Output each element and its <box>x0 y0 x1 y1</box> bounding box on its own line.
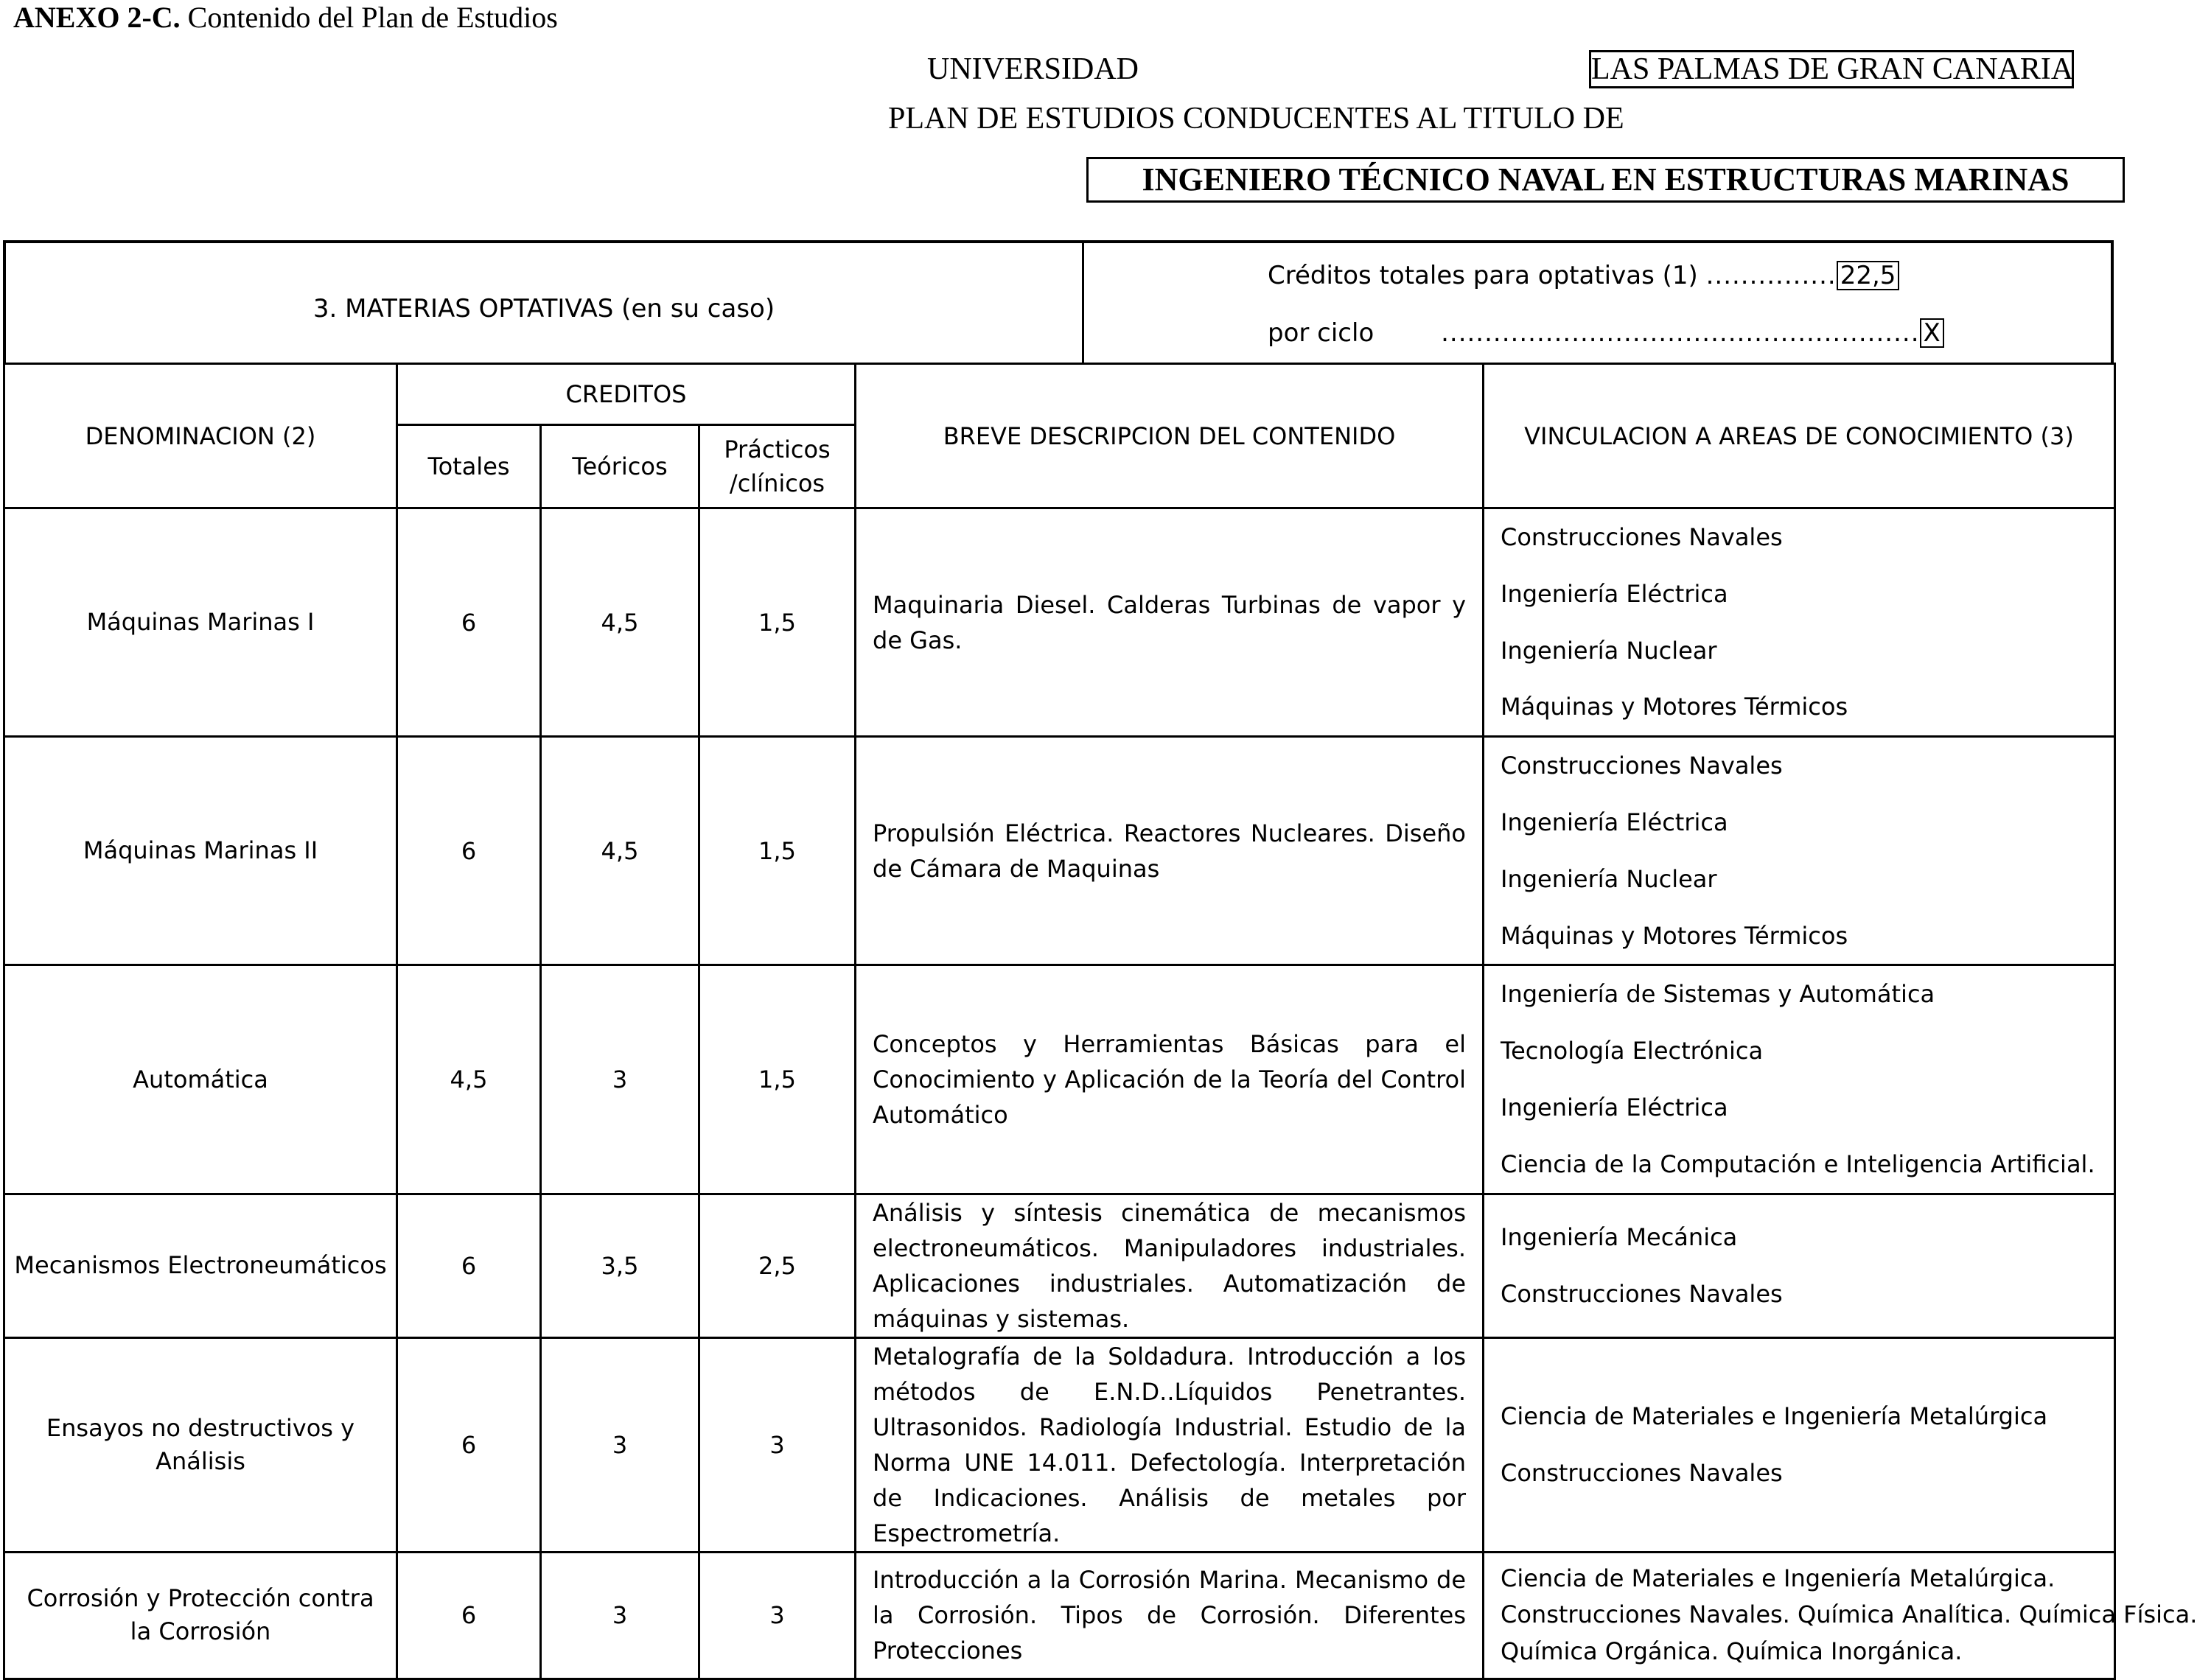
subject-name: Corrosión y Protección contra la Corrosión <box>4 1552 397 1679</box>
credits-total: 6 <box>397 1552 541 1679</box>
cycle-value: X <box>1920 318 1944 348</box>
annex-number: ANEXO 2-C. <box>13 1 181 34</box>
table-row <box>4 1552 2115 1679</box>
section-title: 3. MATERIAS OPTATIVAS (en su caso) <box>312 294 775 323</box>
header-practicos: Prácticos /clínicos <box>699 425 856 508</box>
subject-name: Automática <box>4 965 397 1194</box>
header-vinculacion: VINCULACION A AREAS DE CONOCIMIENTO (3) <box>1484 364 2115 508</box>
knowledge-areas <box>1484 1337 2115 1552</box>
credits-practice: 3 <box>699 1552 856 1679</box>
table-row <box>4 965 2115 1194</box>
total-credits-label: Créditos totales para optativas (1) <box>1268 261 1698 290</box>
degree-title-box: INGENIERO TÉCNICO NAVAL EN ESTRUCTURAS MARINAS <box>1086 157 2125 203</box>
credits-theory: 4,5 <box>541 737 699 965</box>
knowledge-area-item: Ciencia de Materiales e Ingeniería Metalúrgica <box>1501 1401 2048 1430</box>
annex-title: Contenido del Plan de Estudios <box>180 1 558 34</box>
knowledge-area-item: Máquinas y Motores Térmicos <box>1501 693 1848 721</box>
subject-name: Mecanismos Electroneumáticos <box>4 1194 397 1337</box>
subject-name: Máquinas Marinas I <box>4 508 397 737</box>
knowledge-area-item: Ciencia de Materiales e Ingeniería Metalúrgica. <box>1501 1564 2055 1592</box>
header-divider <box>1082 243 1084 363</box>
credits-total: 6 <box>397 737 541 965</box>
credits-total: 6 <box>397 1337 541 1552</box>
knowledge-area-item: Construcciones Navales <box>1501 752 1783 780</box>
header-descripcion: BREVE DESCRIPCION DEL CONTENIDO <box>856 364 1484 508</box>
header-teoricos: Teóricos <box>541 425 699 508</box>
credits-total: 4,5 <box>397 965 541 1194</box>
knowledge-area-item: Construcciones Navales <box>1501 1458 1783 1487</box>
university-name-box: LAS PALMAS DE GRAN CANARIA <box>1589 50 2074 88</box>
table-row <box>4 1194 2115 1337</box>
subject-description: Propulsión Eléctrica. Reactores Nucleares. Diseño de Cámara de Maquinas <box>856 737 1484 965</box>
knowledge-areas <box>1484 1194 2115 1337</box>
knowledge-area-item: Tecnología Electrónica <box>1501 1037 1764 1065</box>
knowledge-area-item: Construcciones Navales <box>1501 523 1783 551</box>
knowledge-area-item: Ciencia de la Computación e Inteligencia Artificial. <box>1501 1149 2095 1178</box>
credits-theory: 3 <box>541 1552 699 1679</box>
cycle-label: por ciclo <box>1268 318 1375 348</box>
header-creditos: CREDITOS <box>397 364 856 425</box>
knowledge-area-item: Ingeniería Eléctrica <box>1501 1093 1728 1121</box>
optional-subjects-table <box>3 363 2197 1680</box>
knowledge-area-item: Ingeniería de Sistemas y Automática <box>1501 980 1935 1009</box>
knowledge-area-item: Ingeniería Mecánica <box>1501 1222 1738 1251</box>
table-row <box>4 737 2115 965</box>
credits-total: 6 <box>397 508 541 737</box>
table-row <box>4 1337 2115 1552</box>
annex-heading <box>13 0 558 35</box>
credits-practice: 2,5 <box>699 1194 856 1337</box>
credits-total: 6 <box>397 1194 541 1337</box>
credits-theory: 3,5 <box>541 1194 699 1337</box>
optional-subjects-header-box <box>3 240 2114 363</box>
knowledge-area-item: Ingeniería Nuclear <box>1501 636 1717 665</box>
university-label: UNIVERSIDAD <box>927 52 1139 86</box>
knowledge-area-item: Ingeniería Eléctrica <box>1501 808 1728 836</box>
credits-practice: 3 <box>699 1337 856 1552</box>
header-totales: Totales <box>397 425 541 508</box>
knowledge-area-item: Ingeniería Nuclear <box>1501 864 1717 893</box>
knowledge-areas <box>1484 1552 2197 1679</box>
knowledge-area-item: Ingeniería Eléctrica <box>1501 579 1728 608</box>
total-credits-dots: ............... <box>1705 261 1837 290</box>
knowledge-area-item: Máquinas y Motores Térmicos <box>1501 921 1848 950</box>
credits-practice: 1,5 <box>699 508 856 737</box>
credits-practice: 1,5 <box>699 737 856 965</box>
header-denominacion: DENOMINACION (2) <box>4 364 397 508</box>
subject-description: Introducción a la Corrosión Marina. Mecanismo de la Corrosión. Tipos de Corrosión. Diferentes Protecciones <box>856 1552 1484 1679</box>
total-credits-value: 22,5 <box>1837 261 1900 290</box>
credits-theory: 4,5 <box>541 508 699 737</box>
total-credits-line <box>1268 261 1899 290</box>
credits-theory: 3 <box>541 1337 699 1552</box>
cycle-line <box>1268 318 1944 348</box>
subject-name: Ensayos no destructivos y Análisis <box>4 1337 397 1552</box>
knowledge-areas <box>1484 965 2115 1194</box>
knowledge-areas <box>1484 737 2115 965</box>
credits-practice: 1,5 <box>699 965 856 1194</box>
subject-description: Análisis y síntesis cinemática de mecanismos electroneumáticos. Manipuladores industriales. Aplicaciones industriales. Automatización de máquinas y sistemas. <box>856 1194 1484 1337</box>
subject-description: Metalografía de la Soldadura. Introducción a los métodos de E.N.D..Líquidos Penetrantes. Ultrasonidos. Radiología Industrial. Estudio de la Norma UNE 14.011. Defectología. Interpretación de Indicaciones. Análisis de metales por Espectrometría. <box>856 1337 1484 1552</box>
table-row <box>4 508 2115 737</box>
subject-name: Máquinas Marinas II <box>4 737 397 965</box>
plan-label: PLAN DE ESTUDIOS CONDUCENTES AL TITULO DE <box>888 102 1624 136</box>
knowledge-areas <box>1484 508 2115 737</box>
cycle-dots: ....................................................... <box>1441 318 1920 348</box>
knowledge-area-item: Construcciones Navales. Química Analítica. Química Física. <box>1501 1600 2197 1629</box>
subject-description: Maquinaria Diesel. Calderas Turbinas de vapor y de Gas. <box>856 508 1484 737</box>
subject-description: Conceptos y Herramientas Básicas para el Conocimiento y Aplicación de la Teoría del Control Automático <box>856 965 1484 1194</box>
knowledge-area-item: Construcciones Navales <box>1501 1279 1783 1308</box>
credits-theory: 3 <box>541 965 699 1194</box>
knowledge-area-item: Química Orgánica. Química Inorgánica. <box>1501 1637 1963 1665</box>
